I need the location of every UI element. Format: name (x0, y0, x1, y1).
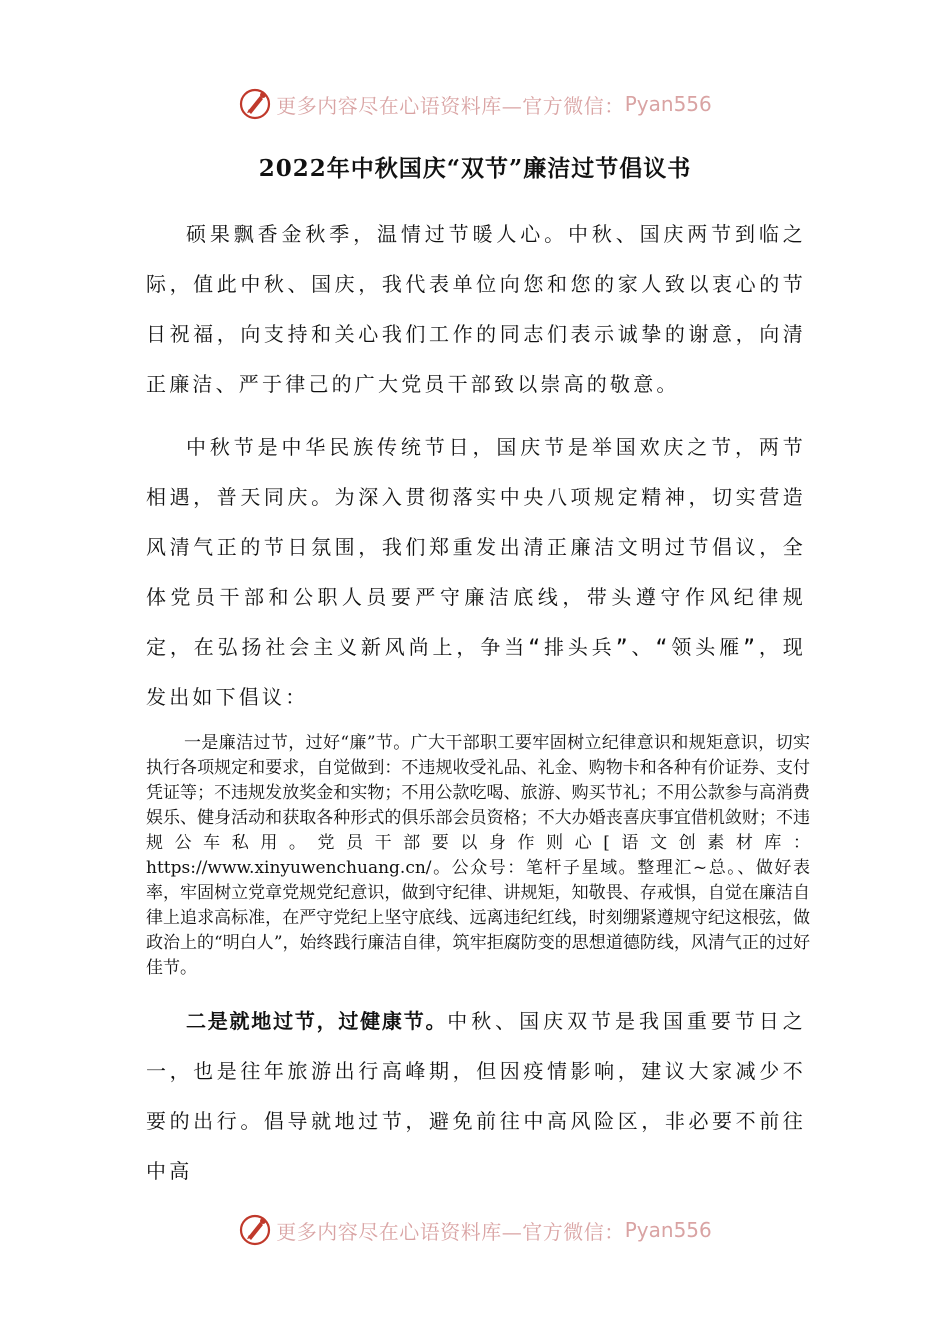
paragraph-point-two (146, 996, 806, 1196)
point-two-body: 中秋、国庆双节是我国重要节日之一，也是往年旅游出行高峰期，但因疫情影响，建议大家减少不要的出行。倡导就地过节，避免前往中高风险区，非必要不前往中高 (146, 1009, 807, 1183)
paragraph-intro: 中秋节是中华民族传统节日，国庆节是举国欢庆之节，两节相遇，普天同庆。为深入贯彻落实中央八项规定精神，切实营造风清气正的节日氛围，我们郑重发出清正廉洁文明过节倡议，全体党员干部和公职人员要严守廉洁底线，带头遵守作风纪律规定，在弘扬社会主义新风尚上，争当“排头兵”、“领头雁”，现发出如下倡议： (146, 435, 806, 709)
banner-wechat-id: Pyan556 (624, 1218, 712, 1242)
banner-text: 更多内容尽在心语资料库—官方微信： (276, 93, 625, 118)
footer-banner (0, 1210, 950, 1250)
paragraph-point-one: 一是廉洁过节，过好“廉”节。广大干部职工要牢固树立纪律意识和规矩意识，切实执行各项规定和要求，自觉做到：不违规收受礼品、礼金、购物卡和各种有价证券、支付凭证等；不违规发放奖金和实物；不用公款吃喝、旅游、购买节礼；不用公款参与高消费娱乐、健身活动和获取各种形式的俱乐部会员资格；不大办婚丧喜庆事宜借机敛财；不违规公车私用。党员干部要以身作则心[语文创素材库：https://www.xinyuwenchuang.cn/。公众号：笔杆子星域。整理汇~总。、做好表率，牢固树立党章党规党纪意识，做到守纪律、讲规矩，知敬畏、存戒惧，自觉在廉洁自律上追求高标准，在严守党纪上坚守底线、远离违纪红线，时刻绷紧遵规守纪这根弦，做政治上的“明白人”，始终践行廉洁自律，筑牢拒腐防变的思想道德防线，风清气正的过好佳节。 (146, 733, 810, 978)
pen-circle-logo-icon (238, 1213, 272, 1247)
document-title: 2022年中秋国庆“双节”廉洁过节倡议书 (258, 155, 692, 182)
pen-circle-logo-icon (238, 87, 272, 121)
paragraph-greeting: 硕果飘香金秋季，温情过节暖人心。中秋、国庆两节到临之际，值此中秋、国庆，我代表单位向您和您的家人致以衷心的节日祝福，向支持和关心我们工作的同志们表示诚挚的谢意，向清正廉洁、严于律己的广大党员干部致以崇高的敬意。 (146, 222, 806, 396)
banner-wechat-id: Pyan556 (624, 92, 712, 116)
banner-text: 更多内容尽在心语资料库—官方微信： (276, 1219, 625, 1244)
header-banner (0, 84, 950, 124)
point-two-heading: 二是就地过节，过健康节。 (186, 1009, 448, 1033)
